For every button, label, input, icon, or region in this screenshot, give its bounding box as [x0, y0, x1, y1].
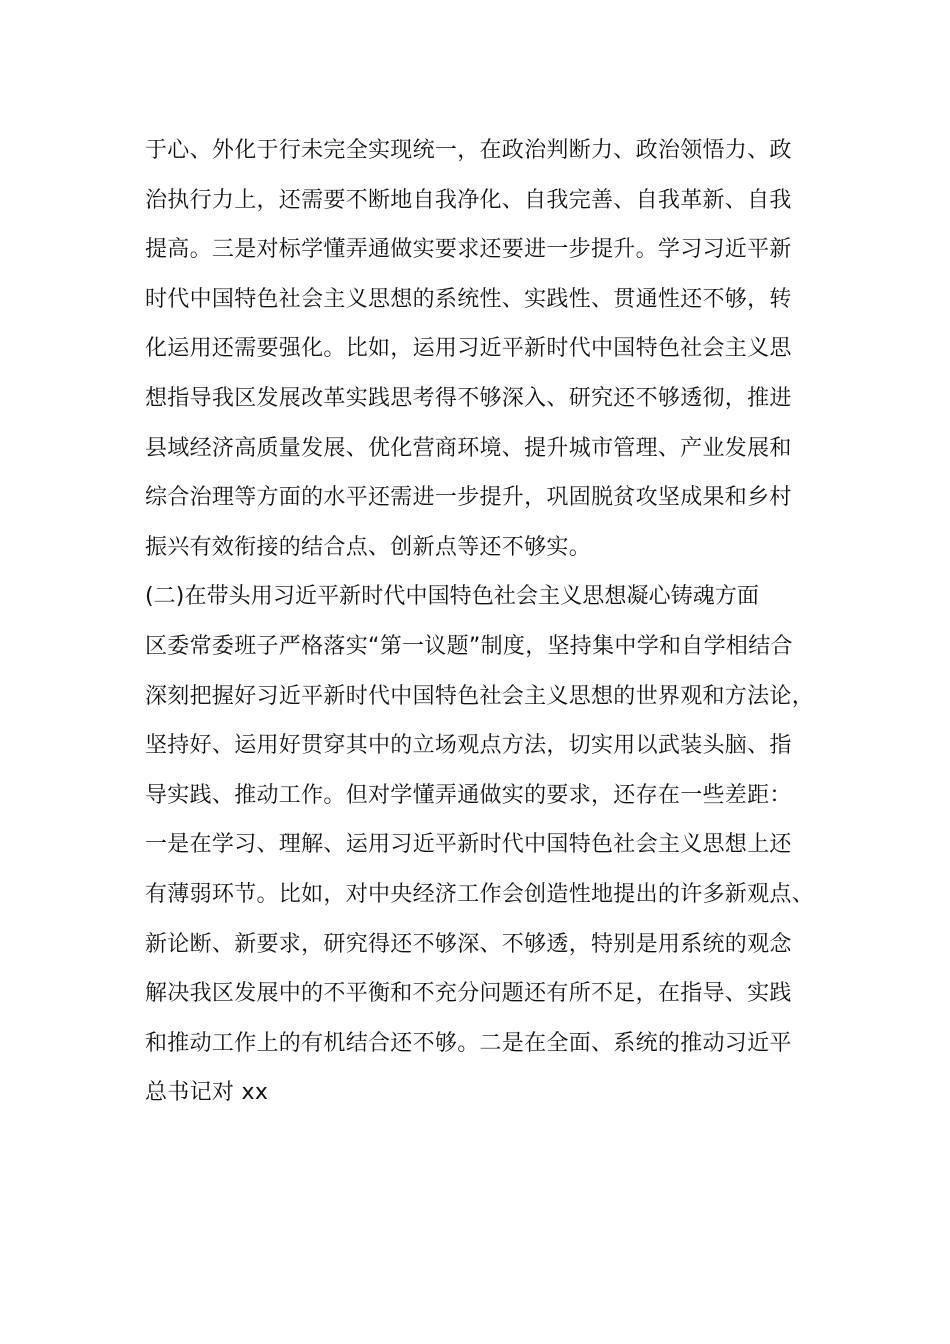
body-line: 化运用还需要强化。比如，运用习近平新时代中国特色社会主义思: [145, 336, 792, 362]
body-line: 县域经济高质量发展、优化营商环境、提升城市管理、产业发展和: [145, 435, 792, 461]
body-line: 深刻把握好习近平新时代中国特色社会主义思想的世界观和方法论，: [145, 683, 815, 709]
body-line: 提高。三是对标学懂弄通做实要求还要进一步提升。学习习近平新: [145, 237, 792, 263]
body-line: 区委常委班子严格落实“第一议题”制度，坚持集中学和自学相结合: [145, 633, 793, 659]
body-line: 振兴有效衔接的结合点、创新点等还不够实。: [145, 534, 592, 560]
body-line: 于心、外化于行未完全实现统一，在政治判断力、政治领悟力、政: [145, 138, 792, 163]
body-line: 治执行力上，还需要不断地自我净化、自我完善、自我革新、自我: [145, 187, 792, 213]
body-line: 一是在学习、理解、运用习近平新时代中国特色社会主义思想上还: [145, 832, 792, 858]
document-body: [145, 126, 865, 1118]
body-line: 解决我区发展中的不平衡和不充分问题还有所不足，在指导、实践: [145, 981, 792, 1007]
body-line: 有薄弱环节。比如，对中央经济工作会创造性地提出的许多新观点、: [145, 881, 815, 907]
body-line: 时代中国特色社会主义思想的系统性、实践性、贯通性还不够，转: [145, 286, 792, 312]
body-line: 新论断、新要求，研究得还不够深、不够透，特别是用系统的观念: [145, 931, 792, 957]
body-line: 综合治理等方面的水平还需进一步提升，巩固脱贫攻坚成果和乡村: [145, 485, 792, 511]
body-line: 导实践、推动工作。但对学懂弄通做实的要求，还存在一些差距：: [145, 782, 792, 808]
section-heading: (二)在带头用习近平新时代中国特色社会主义思想凝心铸魂方面: [145, 584, 760, 610]
body-line: 和推动工作上的有机结合还不够。二是在全面、系统的推动习近平: [145, 1030, 792, 1056]
body-line: 想指导我区发展改革实践思考得不够深入、研究还不够透彻，推进: [145, 385, 792, 411]
body-line: 坚持好、运用好贯穿其中的立场观点方法，切实用以武装头脑、指: [145, 733, 792, 759]
body-line: 总书记对 xx: [145, 1080, 269, 1106]
